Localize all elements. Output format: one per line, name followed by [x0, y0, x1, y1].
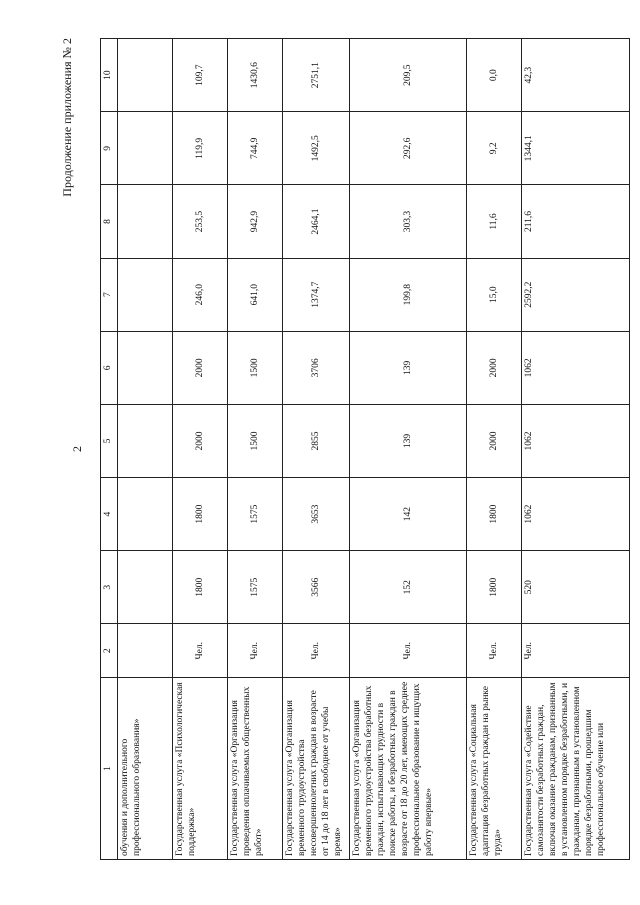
value-cell: 9,2: [467, 112, 522, 185]
value-cell: [118, 478, 173, 551]
table-row: [522, 39, 630, 860]
value-cell: 0,0: [467, 39, 522, 112]
value-cell: 1374,7: [283, 258, 350, 331]
col-header-4: 4: [101, 478, 118, 551]
value-cell: 109,7: [173, 39, 228, 112]
value-cell: 1800: [173, 551, 228, 624]
value-cell: 2751,1: [283, 39, 350, 112]
header-row: [101, 39, 118, 860]
col-header-6: 6: [101, 331, 118, 404]
value-cell: 152: [350, 551, 467, 624]
value-cell: 3566: [283, 551, 350, 624]
service-name: Государственная услуга «Организация проведения оплачиваемых общественных работ»: [228, 678, 283, 860]
value-cell: 253,5: [173, 185, 228, 258]
table-row: [228, 39, 283, 860]
value-cell: 1062: [522, 404, 630, 477]
col-header-7: 7: [101, 258, 118, 331]
col-header-2: 2: [101, 624, 118, 678]
value-cell: [118, 331, 173, 404]
value-cell: [118, 112, 173, 185]
value-cell: 641,0: [228, 258, 283, 331]
col-header-10: 10: [101, 39, 118, 112]
value-cell: 2000: [467, 331, 522, 404]
value-cell: 142: [350, 478, 467, 551]
value-cell: 3653: [283, 478, 350, 551]
service-name: Государственная услуга «Организация временного трудоустройства безработных граждан, испытывающих трудности в поиске работы, и безработных граждан в возрасте от 18 до 20 лет, имеющих среднее профессиональное образование и ищущих работу впервые»: [350, 678, 467, 860]
col-header-1: 1: [101, 678, 118, 860]
value-cell: 2855: [283, 404, 350, 477]
value-cell: 11,6: [467, 185, 522, 258]
value-cell: 303,3: [350, 185, 467, 258]
value-cell: 1575: [228, 478, 283, 551]
value-cell: 1500: [228, 331, 283, 404]
unit-cell: Чел.: [173, 624, 228, 678]
col-header-8: 8: [101, 185, 118, 258]
value-cell: 1430,6: [228, 39, 283, 112]
rotated-page: [60, 38, 606, 860]
value-cell: [118, 39, 173, 112]
continuation-label: Продолжение приложения № 2: [60, 38, 74, 197]
value-cell: [118, 551, 173, 624]
value-cell: 1492,5: [283, 112, 350, 185]
value-cell: 1800: [173, 478, 228, 551]
value-cell: 1062: [522, 478, 630, 551]
value-cell: 15,0: [467, 258, 522, 331]
value-cell: 139: [350, 331, 467, 404]
value-cell: 2000: [173, 331, 228, 404]
unit-cell: Чел.: [522, 624, 630, 678]
service-name: Государственная услуга «Содействие самозанятости безработных граждан, включая оказание гражданам, признанным в установленном порядке безработными, и гражданам, признанным в установленном порядке безработными, прошедшим профессиональное обучение или: [522, 678, 630, 860]
value-cell: 246,0: [173, 258, 228, 331]
value-cell: 119,9: [173, 112, 228, 185]
col-header-3: 3: [101, 551, 118, 624]
value-cell: 139: [350, 404, 467, 477]
value-cell: 2000: [173, 404, 228, 477]
value-cell: [118, 258, 173, 331]
value-cell: 1800: [467, 551, 522, 624]
value-cell: 199,8: [350, 258, 467, 331]
value-cell: 1575: [228, 551, 283, 624]
service-name: Государственная услуга «Организация временного трудоустройства несовершеннолетних граждан в возрасте от 14 до 18 лет в свободное от учебы время»: [283, 678, 350, 860]
service-name: Государственная услуга «Социальная адаптация безработных граждан на рынке труда»: [467, 678, 522, 860]
page-number: 2: [70, 446, 84, 452]
value-cell: [118, 404, 173, 477]
col-header-5: 5: [101, 404, 118, 477]
unit-cell: Чел.: [228, 624, 283, 678]
unit-cell: [118, 624, 173, 678]
value-cell: 1344,1: [522, 112, 630, 185]
value-cell: 292,6: [350, 112, 467, 185]
service-name: обучения и дополнительного профессионального образования»: [118, 678, 173, 860]
services-table: [100, 38, 630, 860]
value-cell: 3706: [283, 331, 350, 404]
unit-cell: Чел.: [350, 624, 467, 678]
value-cell: 42,3: [522, 39, 630, 112]
service-name: Государственная услуга «Психологическая поддержка»: [173, 678, 228, 860]
value-cell: 942,9: [228, 185, 283, 258]
table-row: [173, 39, 228, 860]
value-cell: 520: [522, 551, 630, 624]
unit-cell: Чел.: [467, 624, 522, 678]
value-cell: 2592,2: [522, 258, 630, 331]
table-row: [118, 39, 173, 860]
col-header-9: 9: [101, 112, 118, 185]
value-cell: 2000: [467, 404, 522, 477]
unit-cell: Чел.: [283, 624, 350, 678]
value-cell: 209,5: [350, 39, 467, 112]
value-cell: [118, 185, 173, 258]
value-cell: 1062: [522, 331, 630, 404]
value-cell: 2464,1: [283, 185, 350, 258]
table-row: [283, 39, 350, 860]
table-row: [350, 39, 467, 860]
value-cell: 1800: [467, 478, 522, 551]
value-cell: 211,6: [522, 185, 630, 258]
table-row: [467, 39, 522, 860]
value-cell: 1500: [228, 404, 283, 477]
value-cell: 744,9: [228, 112, 283, 185]
